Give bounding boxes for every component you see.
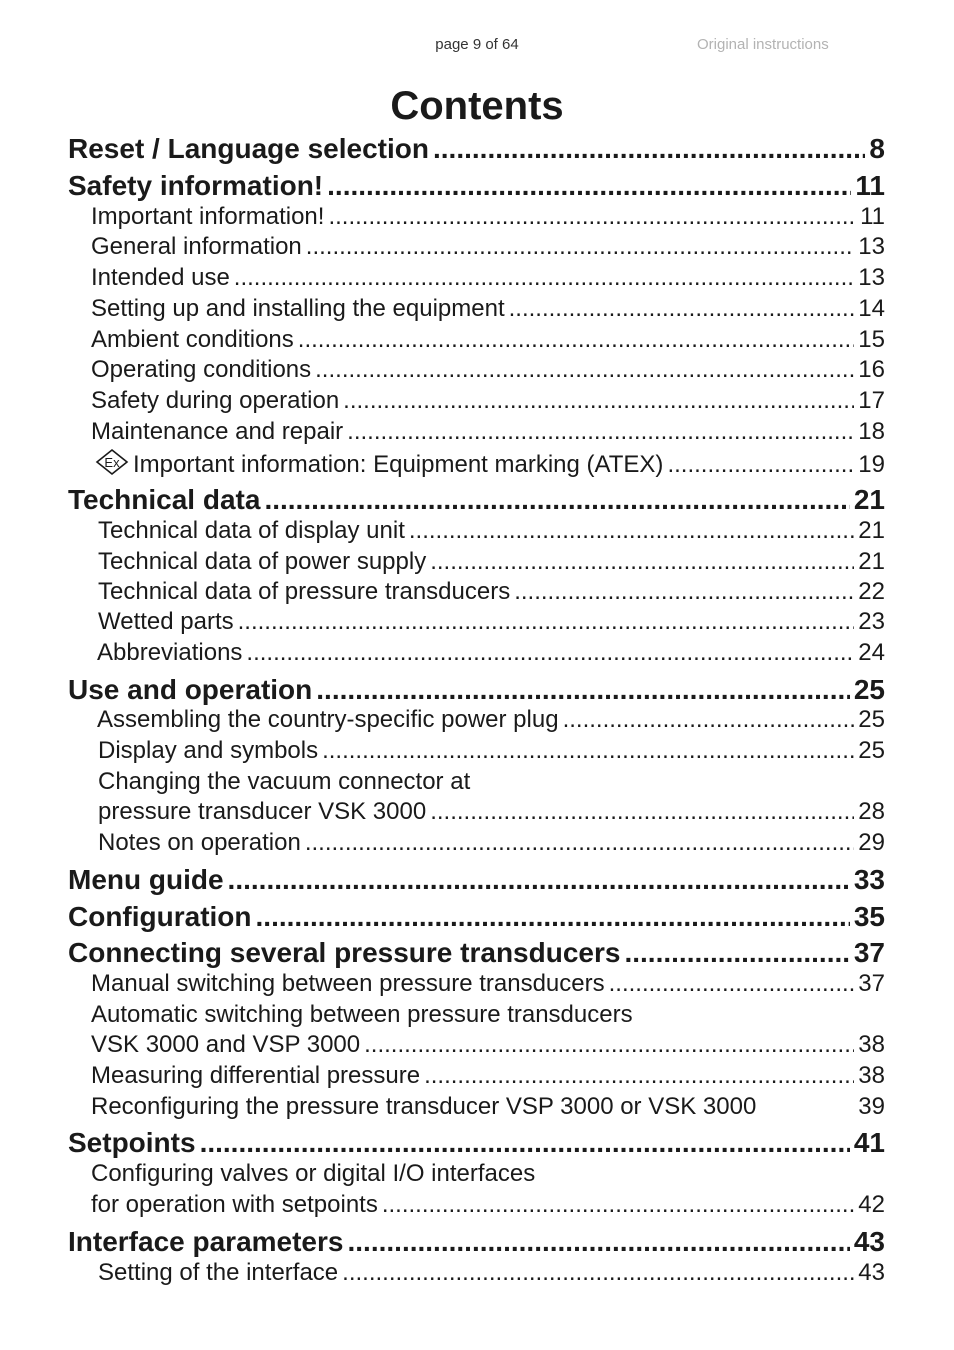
toc-leader-dots — [298, 325, 855, 355]
toc-leader-dots — [609, 969, 855, 999]
toc-leader-dots — [246, 638, 854, 668]
toc-page-number: 16 — [858, 356, 885, 383]
toc-entry-title — [68, 482, 260, 518]
toc-entry-title — [91, 355, 311, 385]
toc-entry-title — [91, 202, 324, 232]
toc-entry-label: Display and symbols — [98, 737, 319, 764]
toc-entry-title — [91, 294, 505, 324]
toc-entry-title — [68, 862, 224, 898]
toc-entry-title — [68, 168, 323, 204]
toc-entry-title — [97, 638, 242, 668]
toc-leader-dots — [234, 263, 855, 293]
toc-leader-dots — [343, 386, 854, 416]
toc-entry[interactable] — [91, 202, 885, 232]
toc-leader-dots — [514, 577, 854, 607]
toc-page-number: 11 — [855, 170, 885, 201]
toc-entry[interactable] — [98, 547, 885, 577]
toc-entry-title — [91, 417, 343, 447]
toc-entry-title — [91, 386, 339, 416]
toc-entry-label: Maintenance and repair — [91, 418, 344, 445]
toc-page-number: 19 — [858, 451, 885, 478]
toc-page-number: 15 — [858, 326, 885, 353]
toc-page-number: 24 — [858, 639, 885, 666]
toc-entry-label: Configuring valves or digital I/O interfaces — [91, 1160, 536, 1187]
toc-entry-label: Configuration — [68, 901, 252, 932]
toc-entry[interactable] — [97, 705, 885, 735]
toc-entry-title — [91, 1000, 633, 1030]
toc-entry[interactable] — [68, 1224, 885, 1260]
toc-entry-label: Notes on operation — [98, 829, 301, 856]
toc-entry-title — [95, 448, 663, 480]
toc-leader-dots — [327, 168, 851, 204]
toc-leader-dots — [306, 232, 855, 262]
toc-entry-title — [91, 969, 605, 999]
toc-entry-title — [98, 767, 470, 797]
toc-entry-title — [98, 828, 301, 858]
toc-entry[interactable] — [68, 131, 885, 167]
toc-leader-dots — [305, 828, 854, 858]
toc-leader-dots — [347, 417, 854, 447]
toc-entry-label: Automatic switching between pressure transducers — [91, 1001, 633, 1028]
page-number: page 9 of 64 — [435, 36, 519, 53]
toc-entry-label: Reset / Language selection — [68, 133, 429, 164]
toc-entry[interactable] — [68, 672, 885, 708]
toc-entry-title — [98, 797, 426, 827]
toc-entry-label: Important information: Equipment marking (ATEX) — [133, 451, 664, 478]
toc-entry-label: Use and operation — [68, 674, 313, 705]
toc-entry-title — [91, 325, 294, 355]
toc-page-number: 25 — [853, 674, 885, 705]
toc-entry-label: VSK 3000 and VSP 3000 — [91, 1031, 361, 1058]
toc-leader-dots — [322, 736, 854, 766]
toc-entry-label: Setting up and installing the equipment — [91, 295, 505, 322]
toc-entry[interactable] — [91, 386, 885, 416]
toc-entry-title — [91, 232, 302, 262]
toc-leader-dots — [430, 797, 854, 827]
toc-entry-title — [98, 607, 234, 637]
toc-page-number: 22 — [858, 578, 885, 605]
toc-entry-label: General information — [91, 233, 302, 260]
toc-entry-label: Technical data of pressure transducers — [98, 578, 511, 605]
toc-entry[interactable] — [98, 828, 885, 858]
toc-entry-label: Wetted parts — [98, 608, 234, 635]
toc-entry[interactable] — [98, 736, 885, 766]
toc-entry-label: Safety information! — [68, 170, 324, 201]
toc-leader-dots — [667, 450, 854, 480]
toc-entry-label: Technical data of power supply — [98, 548, 427, 575]
toc-entry-title — [91, 1061, 420, 1091]
toc-entry[interactable] — [68, 1125, 885, 1161]
toc-page-number: 8 — [869, 133, 885, 164]
toc-page-number: 33 — [853, 864, 885, 895]
toc-leader-dots — [200, 1125, 850, 1161]
toc-entry[interactable] — [91, 969, 885, 999]
toc-entry-label: Setting of the interface — [98, 1259, 339, 1286]
toc-page-number: 43 — [858, 1259, 885, 1286]
toc-entry[interactable] — [98, 767, 885, 797]
toc-page-number: 25 — [858, 737, 885, 764]
toc-page-number: 37 — [858, 970, 885, 997]
toc-leader-dots — [316, 672, 850, 708]
toc-entry[interactable] — [98, 1258, 885, 1288]
toc-entry-label: Abbreviations — [97, 639, 243, 666]
toc-entry-title — [97, 705, 559, 735]
toc-entry[interactable] — [91, 1030, 885, 1060]
svg-text:Ex: Ex — [104, 455, 120, 470]
toc-page-number: 38 — [858, 1031, 885, 1058]
toc-page-number: 43 — [853, 1226, 885, 1257]
toc-page-number: 23 — [858, 608, 885, 635]
toc-entry-title — [98, 1258, 338, 1288]
toc-leader-dots — [256, 899, 850, 935]
toc-leader-dots — [563, 705, 855, 735]
toc-leader-dots — [409, 516, 854, 546]
toc-entry-label: Interface parameters — [68, 1226, 344, 1257]
toc-entry-title — [98, 547, 426, 577]
toc-entry[interactable] — [95, 448, 885, 478]
toc-page-number: 41 — [853, 1127, 885, 1158]
toc-leader-dots — [347, 1224, 849, 1260]
toc-page-number: 28 — [858, 798, 885, 825]
toc-entry-label: Assembling the country-specific power plug — [97, 706, 559, 733]
toc-leader-dots — [342, 1258, 854, 1288]
toc-entry-label: Operating conditions — [91, 356, 312, 383]
toc-entry-title — [98, 736, 318, 766]
toc-leader-dots — [228, 862, 850, 898]
toc-entry-label: Important information! — [91, 203, 325, 230]
toc-leader-dots — [424, 1061, 854, 1091]
toc-page-number: 13 — [858, 264, 885, 291]
toc-page-number: 37 — [853, 937, 885, 968]
toc-entry-label: pressure transducer VSK 3000 — [98, 798, 427, 825]
toc-entry-label: for operation with setpoints — [91, 1191, 378, 1218]
toc-entry-title — [68, 899, 252, 935]
toc-entry[interactable] — [98, 577, 885, 607]
toc-entry-label: Measuring differential pressure — [91, 1062, 421, 1089]
toc-entry-title — [91, 1159, 535, 1189]
toc-entry-title — [98, 577, 510, 607]
toc-leader-dots — [624, 935, 849, 971]
toc-entry-title — [68, 1125, 196, 1161]
toc-entry-title — [98, 516, 405, 546]
toc-entry-label: Ambient conditions — [91, 326, 294, 353]
toc-page-number: 18 — [858, 418, 885, 445]
toc-entry[interactable] — [91, 1092, 885, 1122]
toc-leader-dots — [382, 1190, 854, 1220]
toc-entry-title — [91, 1190, 378, 1220]
toc-page-number: 35 — [853, 901, 885, 932]
toc-entry-label: Safety during operation — [91, 387, 340, 414]
toc-entry[interactable] — [68, 899, 885, 935]
toc-entry-label: Technical data of display unit — [98, 517, 405, 544]
toc-entry[interactable] — [98, 516, 885, 546]
toc-page-number: 11 — [860, 203, 885, 230]
toc-entry[interactable] — [68, 482, 885, 518]
toc-entry[interactable] — [68, 935, 885, 971]
toc-entry-label: Setpoints — [68, 1127, 196, 1158]
toc-leader-dots — [430, 547, 854, 577]
toc-leader-dots — [364, 1030, 854, 1060]
toc-entry-title — [68, 672, 312, 708]
toc-page-number: 13 — [858, 233, 885, 260]
toc-entry-title — [68, 131, 429, 167]
toc-entry[interactable] — [68, 862, 885, 898]
toc-page-number: 25 — [858, 706, 885, 733]
toc-page-number: 21 — [858, 548, 885, 575]
toc-entry[interactable] — [91, 263, 885, 293]
toc-entry-label: Connecting several pressure transducers — [68, 937, 621, 968]
toc-leader-dots — [264, 482, 849, 518]
toc-entry-title — [91, 1030, 360, 1060]
toc-entry[interactable] — [91, 325, 885, 355]
ex-atex-icon — [95, 448, 129, 476]
toc-page-number: 17 — [858, 387, 885, 414]
toc-page-number: 21 — [853, 484, 885, 515]
toc-entry-title — [68, 935, 620, 971]
toc-entry-title — [91, 263, 230, 293]
original-instructions-label: Original instructions — [697, 36, 829, 53]
toc-leader-dots — [315, 355, 854, 385]
toc-entry[interactable] — [98, 797, 885, 827]
toc-leader-dots — [238, 607, 855, 637]
toc-page-number: 42 — [858, 1191, 885, 1218]
toc-page-number: 21 — [858, 517, 885, 544]
toc-entry[interactable] — [91, 294, 885, 324]
toc-entry-label: Manual switching between pressure transducers — [91, 970, 605, 997]
toc-entry[interactable] — [91, 1190, 885, 1220]
toc-entry[interactable] — [91, 417, 885, 447]
toc-entry-title — [68, 1224, 343, 1260]
toc-page-number: 39 — [858, 1093, 885, 1120]
toc-entry-label: Reconfiguring the pressure transducer VSP 3000 or VSK 3000 — [91, 1093, 757, 1120]
toc-entry[interactable] — [98, 607, 885, 637]
toc-entry[interactable] — [91, 1000, 885, 1030]
toc-entry[interactable] — [68, 168, 885, 204]
toc-leader-dots — [328, 202, 856, 232]
page-title: Contents — [390, 84, 564, 128]
toc-leader-dots — [433, 131, 865, 167]
toc-entry[interactable] — [91, 232, 885, 262]
toc-entry-label: Intended use — [91, 264, 230, 291]
toc-entry-label: Changing the vacuum connector at — [98, 768, 471, 795]
toc-entry-label: Menu guide — [68, 864, 224, 895]
toc-page-number: 38 — [858, 1062, 885, 1089]
toc-entry[interactable] — [91, 355, 885, 385]
toc-page-number: 29 — [858, 829, 885, 856]
toc-entry[interactable] — [91, 1159, 885, 1189]
toc-entry-label: Technical data — [68, 484, 261, 515]
toc-entry-title — [91, 1092, 756, 1122]
toc-page-number: 14 — [858, 295, 885, 322]
toc-leader-dots — [509, 294, 855, 324]
toc-entry[interactable] — [97, 638, 885, 668]
toc-entry[interactable] — [91, 1061, 885, 1091]
